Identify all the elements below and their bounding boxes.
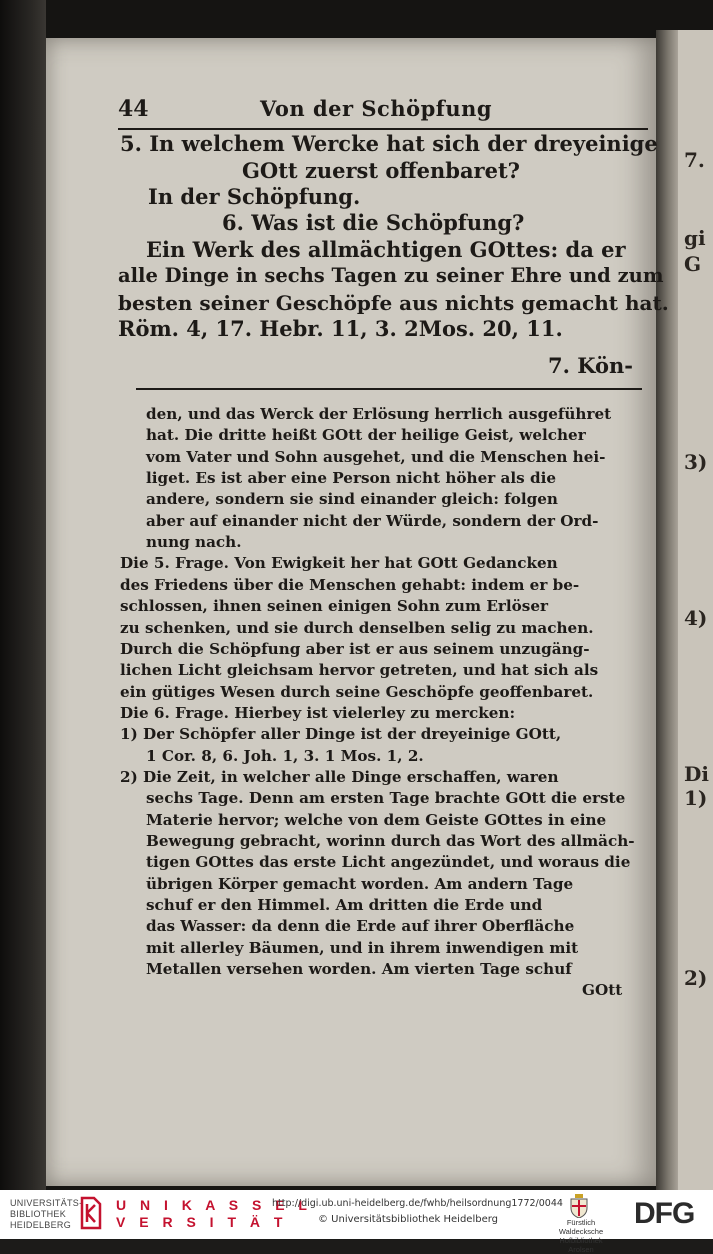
next-page-text: 7. [684, 148, 705, 172]
commentary-line: Bewegung gebracht, worinn durch das Wort des allmäch- [146, 832, 635, 850]
next-page-text: 3) [684, 450, 708, 474]
next-page-text: gi [684, 226, 706, 250]
commentary-line: Die 6. Frage. Hierbey ist vielerley zu mercken: [120, 703, 516, 722]
next-page-text: Di [684, 762, 709, 786]
copyright-text: © Universitätsbibliothek Heidelberg [318, 1214, 499, 1225]
heidelberg-logo-text: UNIVERSITÄTS- BIBLIOTHEK HEIDELBERG [10, 1198, 83, 1230]
book-gutter [656, 30, 678, 1190]
commentary-line: aber auf einander nicht der Würde, sondern der Ord- [146, 511, 599, 530]
question-5-line: GOtt zuerst offenbaret? [242, 158, 520, 183]
next-page-fragment [678, 30, 713, 1190]
question-5-line: 5. In welchem Wercke hat sich der dreyeinige [120, 131, 658, 156]
next-page-text: 1) [684, 786, 708, 810]
commentary-line: nung nach. [146, 533, 242, 552]
next-page-text: G [684, 252, 702, 276]
catchword: 7. Kön- [548, 353, 634, 378]
page-number: 44 [118, 96, 149, 122]
commentary-line: andere, sondern sie sind einander gleich: folgen [146, 490, 558, 509]
commentary-line: schlossen, ihnen seinen einigen Sohn zum Erlöser [120, 597, 549, 616]
commentary-line: hat. Die dritte heißt GOtt der heilige Geist, welcher [146, 426, 586, 445]
page-header [118, 96, 538, 124]
commentary-line: den, und das Werck der Erlösung herrlich ausgeführet [146, 405, 612, 423]
book-edge-left [0, 0, 46, 1190]
commentary-line: tigen GOttes das erste Licht angezündet, und woraus die [146, 853, 631, 872]
commentary-line: schuf er den Himmel. Am dritten die Erde und [146, 896, 543, 915]
commentary-line: 2) Die Zeit, in welcher alle Dinge erschaffen, waren [120, 767, 559, 786]
commentary-line: sechs Tage. Denn am ersten Tage brachte GOtt die erste [146, 789, 626, 808]
commentary-line: vom Vater und Sohn ausgehet, und die Menschen hei- [146, 447, 606, 466]
commentary-line: 1) Der Schöpfer aller Dinge ist der dreyeinige GOtt, [120, 725, 562, 744]
answer-5: In der Schöpfung. [148, 184, 361, 209]
next-page-text: 2) [684, 966, 708, 990]
commentary-line: des Friedens über die Menschen gehabt: indem er be- [120, 575, 580, 594]
commentary-line: ein gütiges Wesen durch seine Geschöpfe geoffenbaret. [120, 682, 594, 701]
kassel-logo-text: U N I K A S S E L V E R S I T Ä T [116, 1197, 312, 1230]
answer-6-line: besten seiner Geschöpfe aus nichts gemacht hat. [118, 291, 669, 315]
bible-references: Röm. 4, 17. Hebr. 11, 3. 2Mos. 20, 11. [118, 316, 563, 341]
commentary-line: übrigen Körper gemacht worden. Am andern Tage [146, 874, 574, 893]
commentary-line: Materie hervor; welche von dem Geiste GOttes in eine [146, 810, 607, 829]
commentary-line: lichen Licht gleichsam hervor getreten, und hat sich als [120, 661, 599, 680]
commentary-line: Durch die Schöpfung aber ist er aus seinem unzugäng- [120, 639, 590, 658]
question-6: 6. Was ist die Schöpfung? [222, 210, 525, 235]
waldeck-caption: Fürstlich Waldecksche Hofbibliothek Arolsen [558, 1218, 604, 1254]
answer-6-line: Ein Werk des allmächtigen GOttes: da er [146, 237, 626, 262]
commentary-line: das Wasser: da denn die Erde auf ihrer Oberfläche [146, 917, 575, 936]
commentary-line: liget. Es ist aber eine Person nicht höher als die [146, 469, 557, 488]
commentary-line: Metallen versehen worden. Am vierten Tage schuf [146, 960, 572, 979]
answer-6-line: alle Dinge in sechs Tagen zu seiner Ehre und zum [118, 264, 664, 287]
waldeck-crest-icon [570, 1194, 588, 1218]
commentary-line: zu schenken, und sie durch denselben selig zu machen. [120, 618, 594, 637]
next-page-text: 4) [684, 606, 708, 630]
kassel-logo-icon [80, 1196, 102, 1230]
source-url-link[interactable]: http://digi.ub.uni-heidelberg.de/fwhb/heilsordnung1772/0044 [272, 1198, 563, 1209]
commentary-line: GOtt [582, 981, 623, 1000]
running-title: Von der Schöpfung [260, 96, 493, 121]
commentary-line: mit allerley Bäumen, und in ihrem inwendigen mit [146, 938, 579, 957]
section-rule [136, 388, 642, 390]
dfg-logo: DFG [634, 1197, 695, 1230]
commentary-line: Die 5. Frage. Von Ewigkeit her hat GOtt Gedancken [120, 554, 558, 573]
commentary-line: 1 Cor. 8, 6. Joh. 1, 3. 1 Mos. 1, 2. [146, 746, 424, 765]
footer-bar [0, 1190, 713, 1254]
